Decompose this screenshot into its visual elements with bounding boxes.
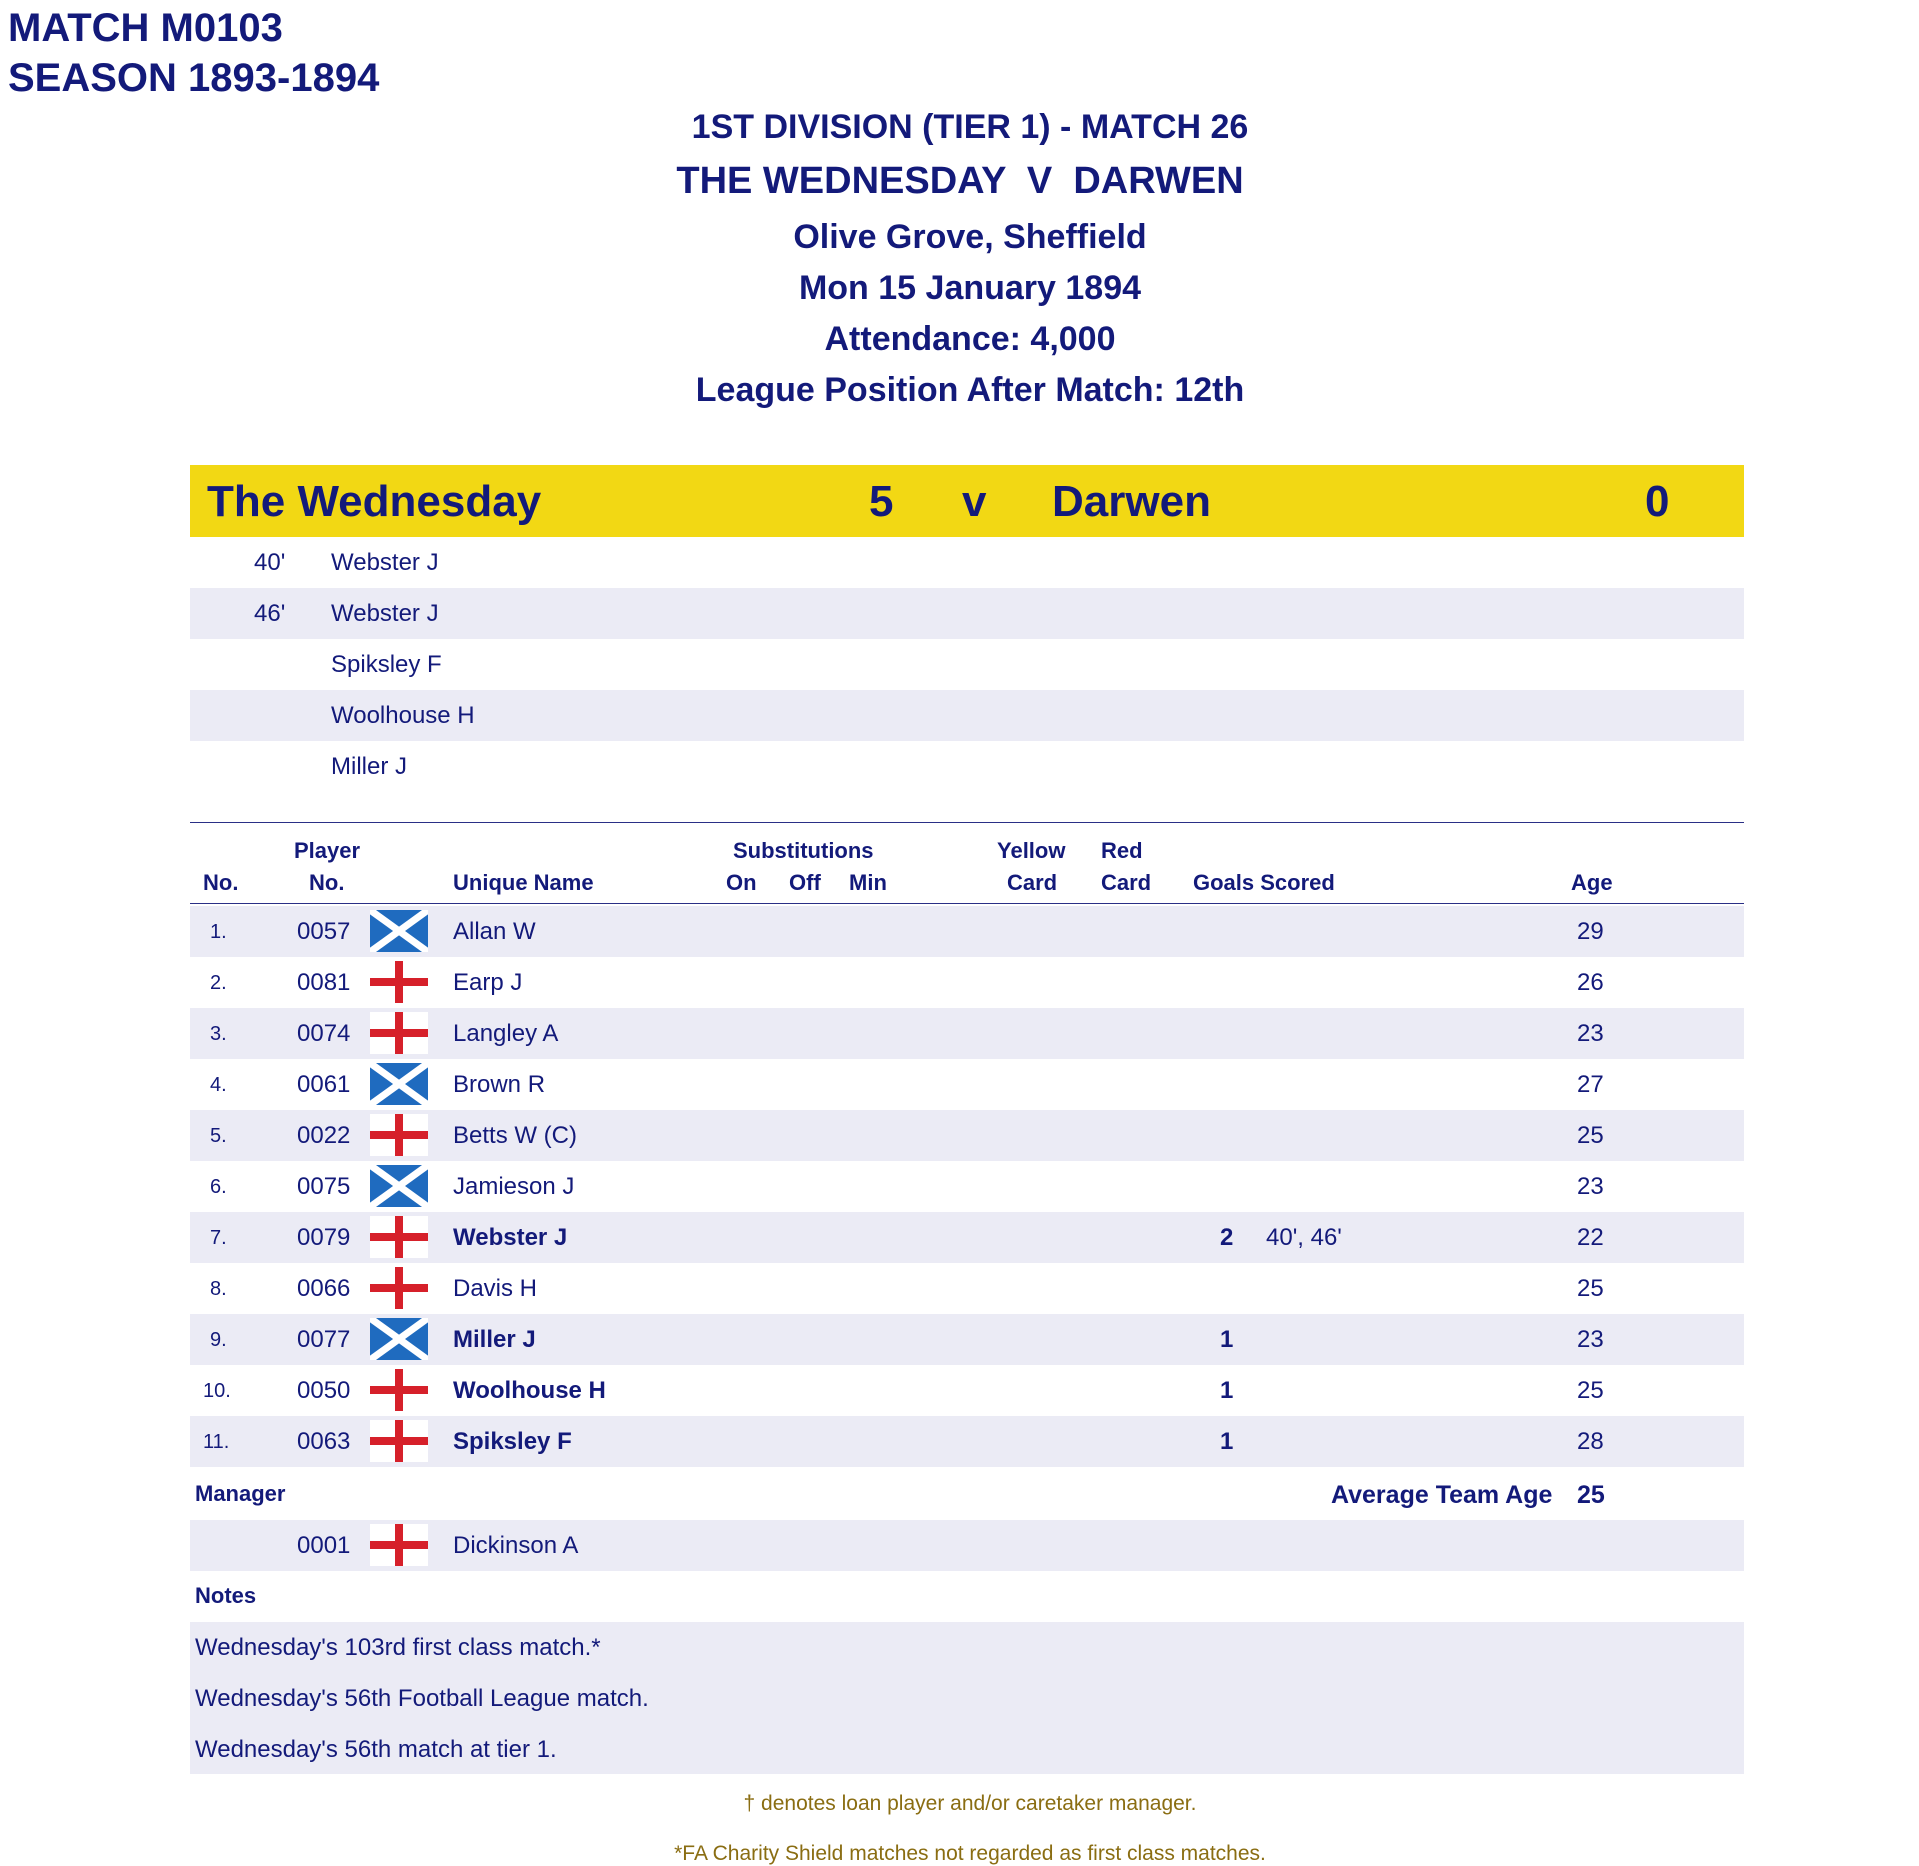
scorer-row [190, 690, 1744, 741]
scorer-minute: 46' [254, 600, 286, 627]
player-name: Langley A [453, 1020, 559, 1047]
player-age: 23 [1577, 1173, 1604, 1200]
player-row [190, 957, 1744, 1008]
player-name: Woolhouse H [453, 1377, 606, 1404]
player-list-no: 6. [210, 1176, 227, 1198]
scorer-minute: 40' [254, 549, 286, 576]
scorer-name: Webster J [331, 600, 439, 627]
player-name: Betts W (C) [453, 1122, 577, 1149]
player-name: Miller J [453, 1326, 536, 1353]
player-list-no: 2. [210, 972, 227, 994]
player-name: Jamieson J [453, 1173, 575, 1200]
player-goal-times: 40', 46' [1266, 1224, 1342, 1251]
col-age: Age [1571, 870, 1613, 895]
player-age: 27 [1577, 1071, 1604, 1098]
home-team: The Wednesday [207, 477, 542, 526]
player-list-no: 8. [210, 1278, 227, 1300]
match-id: MATCH M0103 [8, 6, 283, 50]
note-item: Wednesday's 103rd first class match.* [195, 1634, 601, 1661]
scorer-name: Woolhouse H [331, 702, 475, 729]
notes-header-row [190, 1571, 1744, 1622]
england-flag-icon [370, 1369, 428, 1411]
note-item: Wednesday's 56th Football League match. [195, 1685, 649, 1712]
notes-block [190, 1622, 1744, 1774]
charity-footnote: *FA Charity Shield matches not regarded as first class matches. [674, 1842, 1266, 1865]
england-flag-icon [370, 1267, 428, 1309]
loan-footnote: † denotes loan player and/or caretaker manager. [743, 1792, 1197, 1815]
player-number: 0057 [297, 918, 351, 945]
player-age: 26 [1577, 969, 1604, 996]
table-header-rule [190, 903, 1744, 904]
player-list-no: 10. [203, 1380, 231, 1402]
scotland-flag-icon [370, 1165, 428, 1207]
match-date: Mon 15 January 1894 [798, 269, 1142, 307]
player-row [190, 1161, 1744, 1212]
manager-row [190, 1520, 1744, 1571]
scorer-row [190, 537, 1744, 588]
england-flag-icon [370, 1216, 428, 1258]
col-player-no-bottom: No. [309, 870, 345, 895]
player-name: Allan W [453, 918, 536, 945]
player-row [190, 1365, 1744, 1416]
home-score: 5 [869, 477, 894, 526]
col-yellow-top: Yellow [997, 838, 1066, 863]
scorer-row [190, 639, 1744, 690]
player-list-no: 9. [210, 1329, 227, 1351]
away-team: Darwen [1052, 477, 1211, 526]
col-goals-scored: Goals Scored [1193, 870, 1335, 895]
attendance: Attendance: 4,000 [824, 320, 1116, 358]
versus: v [962, 477, 987, 526]
manager-label: Manager [195, 1481, 286, 1506]
col-yellow-bottom: Card [1007, 870, 1058, 895]
england-flag-icon [370, 1114, 428, 1156]
player-row [190, 1212, 1744, 1263]
player-age: 29 [1577, 918, 1604, 945]
england-flag-icon [370, 961, 428, 1003]
player-age: 23 [1577, 1020, 1604, 1047]
player-number: 0022 [297, 1122, 351, 1149]
player-number: 0066 [297, 1275, 351, 1302]
player-age: 25 [1577, 1377, 1604, 1404]
player-age: 25 [1577, 1275, 1604, 1302]
player-row [190, 1110, 1744, 1161]
col-player-no-top: Player [294, 838, 361, 863]
avg-age-label: Average Team Age [1331, 1481, 1553, 1509]
player-number: 0074 [297, 1020, 351, 1047]
player-goals: 1 [1220, 1428, 1234, 1455]
scorer-name: Spiksley F [331, 651, 442, 678]
player-goals: 2 [1220, 1224, 1234, 1251]
player-number: 0079 [297, 1224, 351, 1251]
england-flag-icon [370, 1524, 428, 1566]
col-red-bottom: Card [1101, 870, 1152, 895]
scorer-name: Miller J [331, 753, 407, 780]
notes-label: Notes [195, 1583, 257, 1608]
player-goals: 1 [1220, 1326, 1234, 1353]
player-list-no: 4. [210, 1074, 227, 1096]
player-name: Davis H [453, 1275, 538, 1302]
note-item: Wednesday's 56th match at tier 1. [195, 1736, 557, 1763]
venue: Olive Grove, Sheffield [793, 218, 1147, 256]
player-number: 0050 [297, 1377, 351, 1404]
scorer-row [190, 588, 1744, 639]
scorer-row [190, 741, 1744, 792]
competition: 1ST DIVISION (TIER 1) - MATCH 26 [691, 108, 1249, 146]
scotland-flag-icon [370, 1318, 428, 1360]
player-age: 28 [1577, 1428, 1604, 1455]
player-row [190, 1263, 1744, 1314]
player-row [190, 1059, 1744, 1110]
england-flag-icon [370, 1012, 428, 1054]
avg-age-value: 25 [1577, 1481, 1605, 1509]
manager-player-no: 0001 [297, 1532, 351, 1559]
player-row [190, 1416, 1744, 1467]
player-number: 0081 [297, 969, 351, 996]
col-sub-min: Min [849, 870, 887, 895]
player-list-no: 11. [203, 1431, 230, 1453]
player-list-no: 1. [210, 921, 227, 943]
column-headers [190, 822, 1744, 902]
player-name: Webster J [453, 1224, 568, 1251]
col-sub-off: Off [789, 870, 821, 895]
england-flag-icon [370, 1420, 428, 1462]
player-number: 0077 [297, 1326, 351, 1353]
player-age: 25 [1577, 1122, 1604, 1149]
player-age: 22 [1577, 1224, 1604, 1251]
player-row [190, 1314, 1744, 1365]
player-list-no: 7. [210, 1227, 227, 1249]
scotland-flag-icon [370, 910, 428, 952]
scotland-flag-icon [370, 1063, 428, 1105]
score-band [190, 465, 1744, 537]
player-number: 0075 [297, 1173, 351, 1200]
player-number: 0063 [297, 1428, 351, 1455]
player-row [190, 1008, 1744, 1059]
player-name: Spiksley F [453, 1428, 572, 1455]
col-unique-name: Unique Name [453, 870, 594, 895]
league-position: League Position After Match: 12th [695, 371, 1245, 409]
manager-header-row [190, 1469, 1744, 1520]
col-no: No. [203, 870, 239, 895]
away-score: 0 [1645, 477, 1670, 526]
player-name: Brown R [453, 1071, 546, 1098]
season: SEASON 1893-1894 [8, 56, 380, 100]
player-goals: 1 [1220, 1377, 1234, 1404]
player-row [190, 906, 1744, 957]
player-name: Earp J [453, 969, 523, 996]
player-list-no: 5. [210, 1125, 227, 1147]
fixture-title: THE WEDNESDAY V DARWEN [676, 160, 1244, 202]
player-number: 0061 [297, 1071, 351, 1098]
col-substitutions: Substitutions [733, 838, 874, 863]
scorer-name: Webster J [331, 549, 439, 576]
manager-name: Dickinson A [453, 1532, 579, 1559]
col-red-top: Red [1101, 838, 1143, 863]
col-sub-on: On [726, 870, 757, 895]
player-age: 23 [1577, 1326, 1604, 1353]
player-list-no: 3. [210, 1023, 227, 1045]
